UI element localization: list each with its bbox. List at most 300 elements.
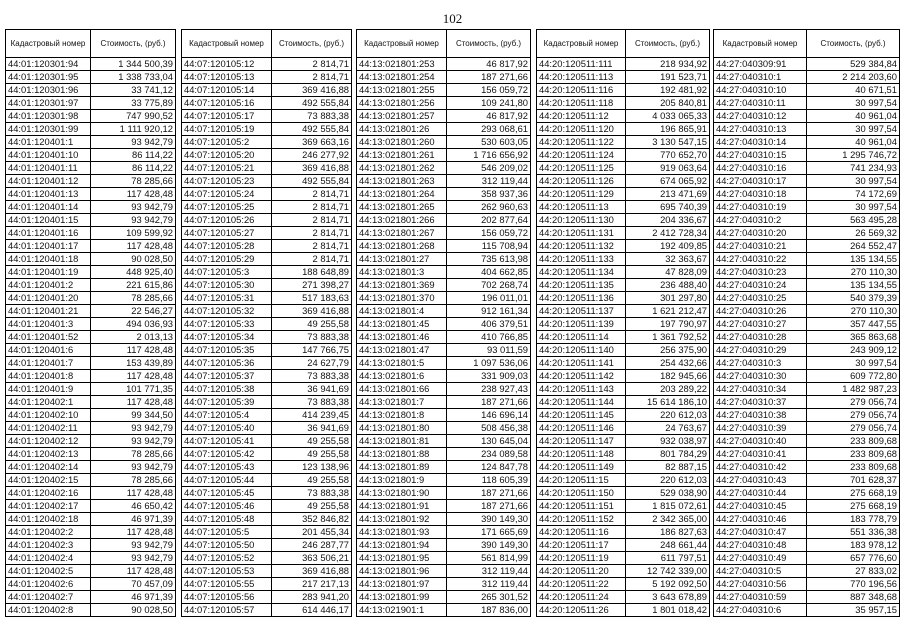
- cost-cell: 187 271,66: [447, 500, 531, 513]
- cadastral-number-cell: 44:01:120401:2: [6, 279, 91, 292]
- table-row: [714, 292, 900, 305]
- table-row: [714, 331, 900, 344]
- cadastral-number-cell: 44:27:040310:15: [714, 149, 807, 162]
- cadastral-number-cell: 44:13:021801:264: [357, 188, 447, 201]
- table-row: [182, 266, 352, 279]
- cadastral-number-cell: 44:20:120511:12: [537, 110, 626, 123]
- cadastral-number-cell: 44:20:120511:125: [537, 162, 626, 175]
- table-row: [714, 344, 900, 357]
- cost-cell: 156 059,72: [447, 84, 531, 97]
- cost-cell: 93 942,79: [91, 201, 176, 214]
- cadastral-number-cell: 44:20:120511:17: [537, 539, 626, 552]
- table-row: [714, 461, 900, 474]
- cost-cell: 205 840,81: [626, 97, 710, 110]
- cadastral-number-header: Кадастровый номер: [357, 30, 447, 58]
- cost-cell: 123 138,96: [272, 461, 352, 474]
- cost-cell: 24 763,67: [626, 422, 710, 435]
- cost-cell: 932 038,97: [626, 435, 710, 448]
- cost-cell: 30 997,54: [807, 123, 900, 136]
- cost-cell: 147 766,75: [272, 344, 352, 357]
- cost-cell: 1 716 656,92: [447, 149, 531, 162]
- cadastral-number-cell: 44:27:040310:26: [714, 305, 807, 318]
- cadastral-number-cell: 44:27:040310:23: [714, 266, 807, 279]
- table-row: [357, 266, 531, 279]
- table-row: [714, 383, 900, 396]
- table-row: [182, 357, 352, 370]
- cost-cell: 73 883,38: [272, 487, 352, 500]
- cost-cell: 70 457,09: [91, 578, 176, 591]
- cadastral-number-cell: 44:01:120402:5: [6, 565, 91, 578]
- table-row: [182, 71, 352, 84]
- cadastral-number-cell: 44:13:021801:97: [357, 578, 447, 591]
- cadastral-number-cell: 44:07:120105:13: [182, 71, 272, 84]
- cost-cell: 1 482 987,23: [807, 383, 900, 396]
- table-row: [357, 396, 531, 409]
- cadastral-number-cell: 44:07:120105:57: [182, 604, 272, 617]
- cadastral-number-cell: 44:13:021801:6: [357, 370, 447, 383]
- cadastral-number-cell: 44:27:040310:41: [714, 448, 807, 461]
- cost-cell: 49 255,58: [272, 435, 352, 448]
- table-row: [714, 162, 900, 175]
- table-row: [6, 331, 176, 344]
- table-row: [6, 539, 176, 552]
- table-row: [714, 214, 900, 227]
- cadastral-number-cell: 44:20:120511:139: [537, 318, 626, 331]
- cadastral-number-cell: 44:13:021801:26: [357, 123, 447, 136]
- table-row: [182, 500, 352, 513]
- cadastral-number-cell: 44:27:040310:56: [714, 578, 807, 591]
- cost-cell: 293 068,61: [447, 123, 531, 136]
- cost-cell: 702 268,74: [447, 279, 531, 292]
- cost-cell: 674 065,92: [626, 175, 710, 188]
- cadastral-number-cell: 44:07:120105:14: [182, 84, 272, 97]
- cost-cell: 183 978,12: [807, 539, 900, 552]
- cost-header: Стоимость, (руб.): [807, 30, 900, 58]
- cadastral-number-cell: 44:07:120105:28: [182, 240, 272, 253]
- table-row: [182, 58, 352, 71]
- cost-cell: 124 847,78: [447, 461, 531, 474]
- cost-cell: 78 285,66: [91, 448, 176, 461]
- register-table-1: [5, 29, 176, 617]
- cadastral-number-cell: 44:27:040310:47: [714, 526, 807, 539]
- table-row: [6, 240, 176, 253]
- cost-cell: 78 285,66: [91, 474, 176, 487]
- table-row: [537, 240, 710, 253]
- cost-cell: 73 883,38: [272, 110, 352, 123]
- table-row: [357, 435, 531, 448]
- cadastral-number-cell: 44:01:120402:4: [6, 552, 91, 565]
- table-row: [537, 591, 710, 604]
- cadastral-number-cell: 44:07:120105:21: [182, 162, 272, 175]
- cost-cell: 2 814,71: [272, 214, 352, 227]
- cadastral-number-cell: 44:27:040310:21: [714, 240, 807, 253]
- cost-cell: 275 668,19: [807, 500, 900, 513]
- table-row: [357, 240, 531, 253]
- cost-cell: 93 942,79: [91, 435, 176, 448]
- cadastral-number-cell: 44:07:120105:12: [182, 58, 272, 71]
- cost-cell: 369 416,88: [272, 84, 352, 97]
- cadastral-number-cell: 44:13:021801:261: [357, 149, 447, 162]
- table-row: [537, 175, 710, 188]
- table-row: [357, 123, 531, 136]
- cost-cell: 73 883,38: [272, 396, 352, 409]
- cost-cell: 2 814,71: [272, 188, 352, 201]
- cadastral-number-cell: 44:13:021801:80: [357, 422, 447, 435]
- cost-cell: 196 865,91: [626, 123, 710, 136]
- table-row: [6, 318, 176, 331]
- table-row: [6, 123, 176, 136]
- cost-cell: 15 614 186,10: [626, 396, 710, 409]
- table-row: [714, 448, 900, 461]
- table-row: [714, 201, 900, 214]
- cost-cell: 30 997,54: [807, 97, 900, 110]
- table-row: [357, 461, 531, 474]
- table-row: [6, 409, 176, 422]
- cost-cell: 117 428,48: [91, 565, 176, 578]
- cost-cell: 183 778,79: [807, 513, 900, 526]
- cadastral-number-cell: 44:20:120511:149: [537, 461, 626, 474]
- table-row: [6, 58, 176, 71]
- cost-cell: 78 285,66: [91, 292, 176, 305]
- cadastral-number-cell: 44:27:040310:39: [714, 422, 807, 435]
- table-row: [182, 84, 352, 97]
- cadastral-number-cell: 44:27:040310:12: [714, 110, 807, 123]
- page-number: 102: [442, 11, 463, 26]
- cost-cell: 246 287,77: [272, 539, 352, 552]
- cadastral-number-cell: 44:13:021801:89: [357, 461, 447, 474]
- cost-cell: 448 925,40: [91, 266, 176, 279]
- table-row: [537, 578, 710, 591]
- table-row: [714, 552, 900, 565]
- table-row: [714, 318, 900, 331]
- cadastral-number-cell: 44:20:120511:143: [537, 383, 626, 396]
- cost-cell: 117 428,48: [91, 188, 176, 201]
- cost-cell: 390 149,30: [447, 539, 531, 552]
- cost-cell: 40 961,04: [807, 110, 900, 123]
- table-row: [714, 227, 900, 240]
- cost-cell: 369 663,16: [272, 136, 352, 149]
- cost-cell: 46 971,39: [91, 513, 176, 526]
- cost-cell: 264 552,47: [807, 240, 900, 253]
- cost-cell: 2 814,71: [272, 201, 352, 214]
- cost-cell: 86 114,22: [91, 149, 176, 162]
- cadastral-number-cell: 44:27:040310:14: [714, 136, 807, 149]
- table-row: [357, 422, 531, 435]
- table-row: [6, 110, 176, 123]
- cadastral-number-cell: 44:27:040310:5: [714, 565, 807, 578]
- cadastral-number-cell: 44:01:120402:14: [6, 461, 91, 474]
- table-row: [6, 396, 176, 409]
- table-body: [357, 58, 531, 617]
- cost-cell: 40 671,51: [807, 84, 900, 97]
- table-header-row: [182, 30, 352, 58]
- cadastral-number-cell: 44:01:120301:98: [6, 110, 91, 123]
- table-row: [182, 214, 352, 227]
- cost-cell: 117 428,48: [91, 370, 176, 383]
- table-row: [357, 370, 531, 383]
- cost-cell: 369 416,88: [272, 162, 352, 175]
- cost-cell: 22 546,27: [91, 305, 176, 318]
- table-row: [6, 526, 176, 539]
- cost-header: Стоимость, (руб.): [447, 30, 531, 58]
- table-row: [537, 331, 710, 344]
- cadastral-number-cell: 44:07:120105:45: [182, 487, 272, 500]
- table-row: [714, 513, 900, 526]
- table-row: [357, 474, 531, 487]
- cost-cell: 171 665,69: [447, 526, 531, 539]
- table-row: [182, 487, 352, 500]
- table-row: [182, 448, 352, 461]
- table-row: [182, 513, 352, 526]
- cadastral-number-cell: 44:20:120511:132: [537, 240, 626, 253]
- cost-cell: 352 846,82: [272, 513, 352, 526]
- cadastral-number-cell: 44:27:040310:30: [714, 370, 807, 383]
- cadastral-number-cell: 44:27:040310:40: [714, 435, 807, 448]
- table-row: [357, 214, 531, 227]
- table-row: [6, 227, 176, 240]
- cost-cell: 312 119,44: [447, 175, 531, 188]
- table-header-row: [357, 30, 531, 58]
- cadastral-number-cell: 44:13:021801:27: [357, 253, 447, 266]
- cadastral-number-cell: 44:07:120105:52: [182, 552, 272, 565]
- table-row: [182, 97, 352, 110]
- cost-cell: 4 033 065,33: [626, 110, 710, 123]
- cadastral-number-cell: 44:27:040310:27: [714, 318, 807, 331]
- table-header-row: [537, 30, 710, 58]
- table-row: [6, 487, 176, 500]
- table-row: [357, 448, 531, 461]
- table-row: [537, 370, 710, 383]
- table-row: [6, 266, 176, 279]
- cadastral-number-cell: 44:27:040310:17: [714, 175, 807, 188]
- table-row: [182, 227, 352, 240]
- cost-cell: 492 555,84: [272, 123, 352, 136]
- cadastral-number-cell: 44:20:120511:145: [537, 409, 626, 422]
- table-row: [357, 552, 531, 565]
- cost-cell: 283 941,20: [272, 591, 352, 604]
- cadastral-number-cell: 44:20:120511:135: [537, 279, 626, 292]
- cadastral-number-cell: 44:01:120401:18: [6, 253, 91, 266]
- table-row: [182, 331, 352, 344]
- cost-cell: 201 455,34: [272, 526, 352, 539]
- cadastral-number-cell: 44:20:120511:142: [537, 370, 626, 383]
- cadastral-number-cell: 44:13:021801:370: [357, 292, 447, 305]
- table-row: [714, 58, 900, 71]
- cadastral-number-cell: 44:20:120511:137: [537, 305, 626, 318]
- cost-cell: 115 708,94: [447, 240, 531, 253]
- cost-cell: 3 643 678,89: [626, 591, 710, 604]
- table-row: [537, 513, 710, 526]
- cadastral-number-cell: 44:01:120402:18: [6, 513, 91, 526]
- cost-cell: 86 114,22: [91, 162, 176, 175]
- cost-cell: 254 432,66: [626, 357, 710, 370]
- table-row: [537, 526, 710, 539]
- cost-cell: 2 342 365,00: [626, 513, 710, 526]
- table-row: [714, 188, 900, 201]
- table-row: [537, 97, 710, 110]
- table-row: [6, 448, 176, 461]
- cost-cell: 187 271,66: [447, 396, 531, 409]
- cost-cell: 1 621 212,47: [626, 305, 710, 318]
- cadastral-number-cell: 44:01:120301:99: [6, 123, 91, 136]
- table-row: [714, 357, 900, 370]
- cadastral-number-cell: 44:20:120511:134: [537, 266, 626, 279]
- table-row: [6, 292, 176, 305]
- cadastral-number-cell: 44:01:120401:3: [6, 318, 91, 331]
- table-row: [6, 604, 176, 617]
- cadastral-number-cell: 44:07:120105:25: [182, 201, 272, 214]
- table-row: [537, 253, 710, 266]
- cost-cell: 279 056,74: [807, 409, 900, 422]
- table-row: [537, 188, 710, 201]
- cadastral-number-cell: 44:01:120301:94: [6, 58, 91, 71]
- cadastral-number-cell: 44:13:021801:81: [357, 435, 447, 448]
- table-row: [714, 604, 900, 617]
- cadastral-number-cell: 44:01:120402:1: [6, 396, 91, 409]
- table-row: [182, 149, 352, 162]
- cadastral-number-cell: 44:27:040310:11: [714, 97, 807, 110]
- table-row: [6, 149, 176, 162]
- cadastral-number-cell: 44:07:120105:34: [182, 331, 272, 344]
- cadastral-number-cell: 44:27:040310:24: [714, 279, 807, 292]
- table-row: [357, 500, 531, 513]
- cost-cell: 82 887,15: [626, 461, 710, 474]
- table-row: [357, 201, 531, 214]
- table-row: [537, 422, 710, 435]
- cost-cell: 410 766,85: [447, 331, 531, 344]
- cost-cell: 93 011,59: [447, 344, 531, 357]
- cost-cell: 494 036,93: [91, 318, 176, 331]
- cost-cell: 271 398,27: [272, 279, 352, 292]
- cadastral-number-cell: 44:07:120105:50: [182, 539, 272, 552]
- table-row: [714, 71, 900, 84]
- cadastral-number-cell: 44:27:040310:49: [714, 552, 807, 565]
- table-body: [6, 58, 176, 617]
- cost-cell: 118 605,39: [447, 474, 531, 487]
- table-row: [357, 565, 531, 578]
- cost-cell: 234 089,58: [447, 448, 531, 461]
- cost-cell: 701 628,37: [807, 474, 900, 487]
- table-row: [182, 591, 352, 604]
- table-row: [182, 305, 352, 318]
- cost-cell: 2 214 203,60: [807, 71, 900, 84]
- cadastral-number-cell: 44:13:021801:260: [357, 136, 447, 149]
- cost-cell: 270 110,30: [807, 266, 900, 279]
- cadastral-number-cell: 44:07:120105:5: [182, 526, 272, 539]
- cost-cell: 657 776,60: [807, 552, 900, 565]
- table-row: [714, 175, 900, 188]
- table-row: [537, 604, 710, 617]
- table-row: [6, 136, 176, 149]
- cadastral-number-cell: 44:01:120301:95: [6, 71, 91, 84]
- table-row: [6, 305, 176, 318]
- cadastral-number-cell: 44:27:040310:18: [714, 188, 807, 201]
- table-row: [537, 149, 710, 162]
- cadastral-number-cell: 44:13:021801:7: [357, 396, 447, 409]
- cadastral-number-header: Кадастровый номер: [537, 30, 626, 58]
- table-row: [537, 305, 710, 318]
- cost-cell: 2 814,71: [272, 58, 352, 71]
- cadastral-number-cell: 44:13:021801:88: [357, 448, 447, 461]
- table-row: [357, 84, 531, 97]
- table-row: [714, 240, 900, 253]
- cadastral-number-cell: 44:07:120105:17: [182, 110, 272, 123]
- table-row: [182, 578, 352, 591]
- cadastral-number-cell: 44:20:120511:136: [537, 292, 626, 305]
- cadastral-number-cell: 44:27:040310:34: [714, 383, 807, 396]
- cost-header: Стоимость, (руб.): [272, 30, 352, 58]
- table-row: [182, 604, 352, 617]
- cost-cell: 101 771,35: [91, 383, 176, 396]
- cadastral-number-cell: 44:27:040310:46: [714, 513, 807, 526]
- cadastral-number-cell: 44:07:120105:53: [182, 565, 272, 578]
- cost-cell: 1 344 500,39: [91, 58, 176, 71]
- cost-cell: 117 428,48: [91, 240, 176, 253]
- table-row: [714, 565, 900, 578]
- cadastral-number-cell: 44:20:120511:118: [537, 97, 626, 110]
- table-row: [357, 344, 531, 357]
- table-row: [714, 97, 900, 110]
- cadastral-number-cell: 44:01:120402:15: [6, 474, 91, 487]
- cadastral-number-cell: 44:20:120511:124: [537, 149, 626, 162]
- cost-cell: 529 384,84: [807, 58, 900, 71]
- table-row: [714, 136, 900, 149]
- table-row: [357, 578, 531, 591]
- cost-cell: 191 523,71: [626, 71, 710, 84]
- cost-cell: 238 927,43: [447, 383, 531, 396]
- table-row: [537, 279, 710, 292]
- cost-cell: 33 741,12: [91, 84, 176, 97]
- cadastral-number-cell: 44:01:120402:13: [6, 448, 91, 461]
- cost-cell: 414 239,45: [272, 409, 352, 422]
- table-row: [537, 487, 710, 500]
- table-row: [537, 539, 710, 552]
- cost-cell: 203 289,22: [626, 383, 710, 396]
- table-row: [357, 227, 531, 240]
- table-header-row: [6, 30, 176, 58]
- cost-cell: 117 428,48: [91, 396, 176, 409]
- table-row: [537, 357, 710, 370]
- cadastral-number-cell: 44:07:120105:19: [182, 123, 272, 136]
- cadastral-number-cell: 44:07:120105:33: [182, 318, 272, 331]
- cost-cell: 130 645,04: [447, 435, 531, 448]
- cadastral-number-cell: 44:01:120402:10: [6, 409, 91, 422]
- cost-cell: 186 827,63: [626, 526, 710, 539]
- cadastral-number-cell: 44:20:120511:152: [537, 513, 626, 526]
- table-row: [537, 292, 710, 305]
- cadastral-number-cell: 44:07:120105:48: [182, 513, 272, 526]
- table-row: [182, 344, 352, 357]
- cadastral-number-cell: 44:20:120511:16: [537, 526, 626, 539]
- table-row: [714, 253, 900, 266]
- cost-cell: 747 990,52: [91, 110, 176, 123]
- cadastral-number-cell: 44:27:040310:22: [714, 253, 807, 266]
- cadastral-number-cell: 44:20:120511:150: [537, 487, 626, 500]
- cadastral-number-cell: 44:27:040310:38: [714, 409, 807, 422]
- table-row: [182, 422, 352, 435]
- table-row: [537, 266, 710, 279]
- table-row: [714, 500, 900, 513]
- cost-cell: 233 809,68: [807, 461, 900, 474]
- cadastral-number-cell: 44:07:120105:56: [182, 591, 272, 604]
- table-row: [714, 435, 900, 448]
- cost-cell: 36 941,69: [272, 422, 352, 435]
- cadastral-number-cell: 44:07:120105:31: [182, 292, 272, 305]
- cost-cell: 46 817,92: [447, 58, 531, 71]
- cadastral-number-cell: 44:13:021801:93: [357, 526, 447, 539]
- cadastral-number-cell: 44:01:120401:14: [6, 201, 91, 214]
- cost-cell: 153 439,89: [91, 357, 176, 370]
